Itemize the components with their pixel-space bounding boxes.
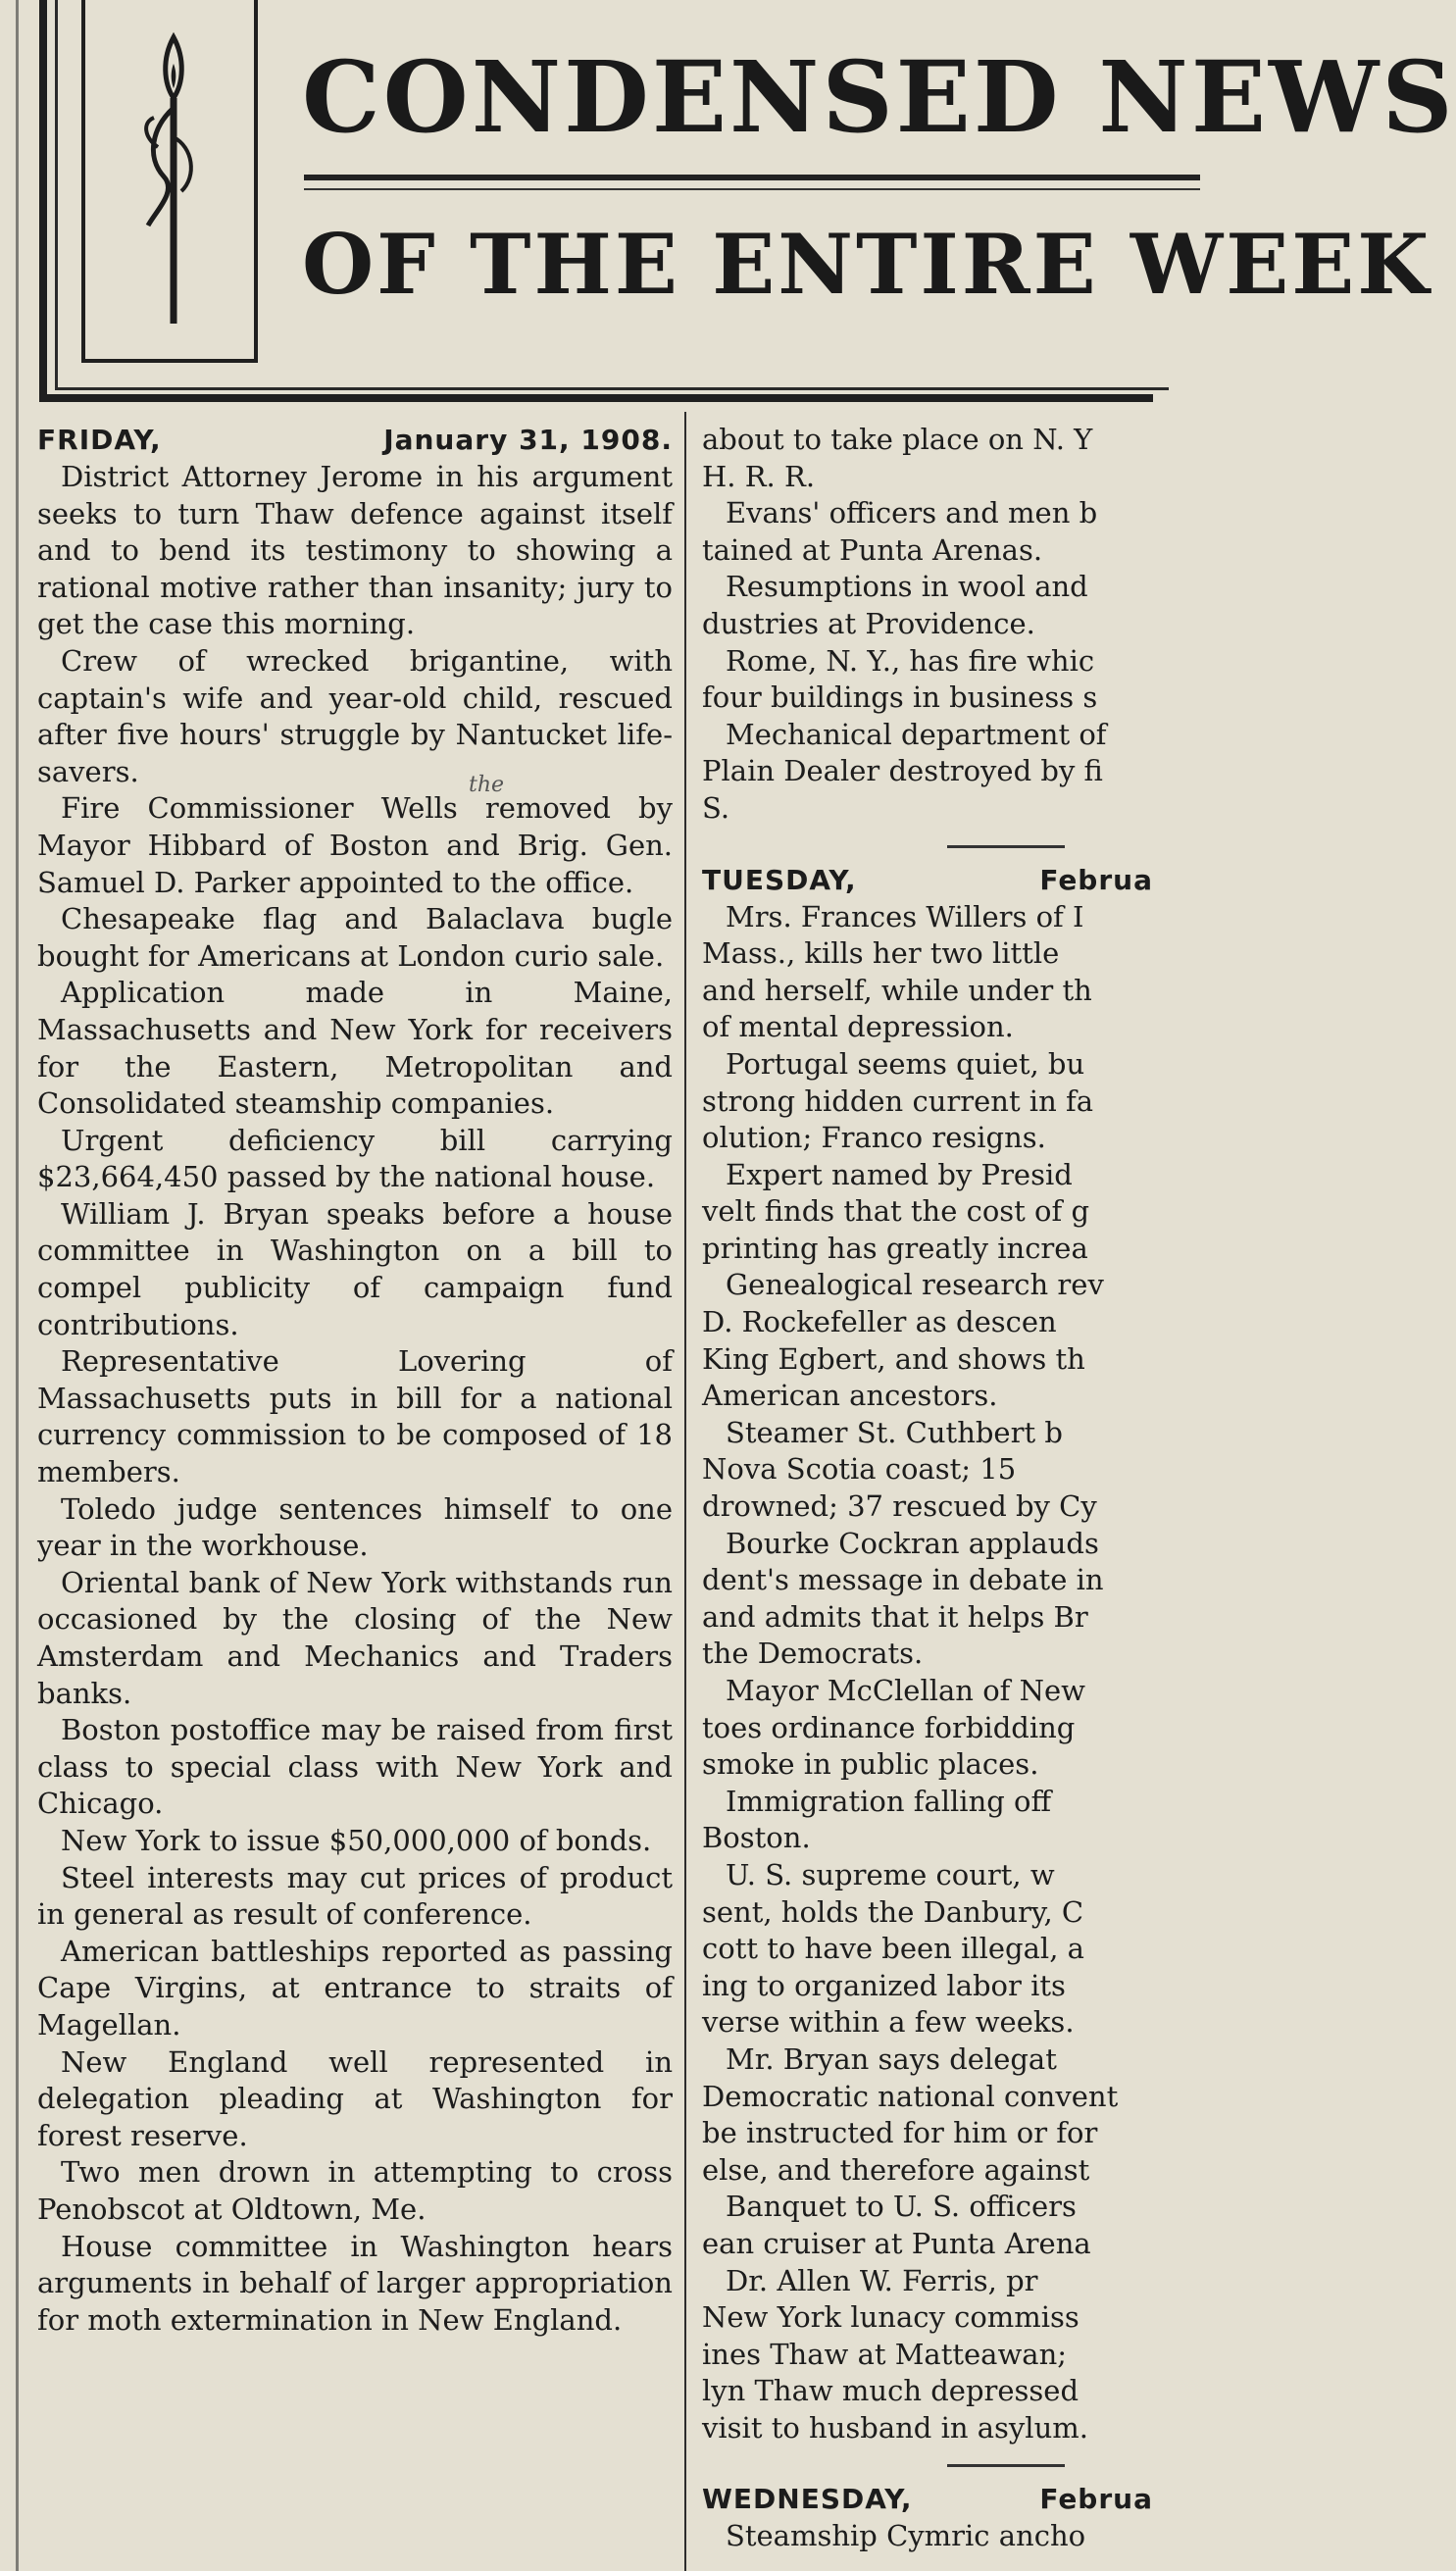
day-label: WEDNESDAY, [702,2483,913,2516]
text-line: Dr. Allen W. Ferris, pr [726,2263,1038,2297]
text-line: Mr. Bryan says delegat [726,2042,1057,2076]
text-line: U. S. supreme court, w [726,1857,1055,1891]
date-label: Februa [1039,2483,1153,2516]
news-item: Boston postoffice may be raised from first class to special class with New York and Chicago. [37,1713,673,1821]
news-item: William J. Bryan speaks before a house committee in Washington on a bill to compel publicity of campaign fund contributions. [37,1196,673,1341]
text-line: Expert named by Presid [726,1157,1073,1191]
text-line: American ancestors. [702,1379,998,1413]
news-item: Representative Lovering of Massachusetts puts in bill for a national currency commission to be composed of 18 members. [37,1344,673,1489]
day-label: FRIDAY, [37,424,162,456]
date-label: Februa [1039,863,1153,896]
text-line: S. [702,790,730,825]
text-line: drowned; 37 rescued by Cy [702,1489,1097,1524]
text-line: King Egbert, and shows th [702,1341,1085,1376]
news-item: Application made in Maine, Massachusetts and New York for receivers for the Eastern, Metropolitan and Consolidated steamship companies. [37,976,673,1121]
text-line: Boston. [702,1821,811,1855]
headline-rule-thin [304,188,1200,190]
monday-continued-block [702,422,1153,828]
news-item: Two men drown in attempting to cross Penobscot at Oldtown, Me. [37,2155,673,2226]
headline-line-1: CONDENSED NEWS [302,39,1456,155]
news-item: New York to issue $50,000,000 of bonds. [61,1823,652,1857]
text-line: else, and therefore against [702,2152,1090,2187]
text-line: Evans' officers and men b [726,496,1098,530]
text-line: Genealogical research rev [726,1268,1104,1302]
left-margin-rule [16,0,19,2571]
torch-emblem-icon [134,29,213,333]
text-line: ean cruiser at Punta Arena [702,2226,1091,2260]
text-line: smoke in public places. [702,1747,1039,1782]
text-line: strong hidden current in fa [702,1084,1094,1118]
text-line: Bourke Cockran applauds [726,1526,1099,1560]
date-label: January 31, 1908. [383,424,673,456]
text-line: Mrs. Frances Willers of I [726,899,1084,933]
text-line: Mechanical department of [726,717,1107,751]
text-line: of mental depression. [702,1010,1014,1044]
news-item: District Attorney Jerome in his argument seeks to turn Thaw defence against itself and to bend its testimony to showing a rational motive rather than insanity; jury to get the case this morning. [37,460,673,641]
text-line: Steamship Cymric ancho [726,2519,1086,2553]
text-line: ines Thaw at Matteawan; [702,2337,1068,2371]
news-item: House committee in Washington hears arguments in behalf of larger appropriation for moth extermination in New England. [37,2229,673,2337]
tuesday-dateline [702,862,1153,899]
text-line: D. Rockefeller as descen [702,1305,1057,1339]
text-line: New York lunacy commiss [702,2300,1079,2335]
column-divider [684,412,686,2571]
text-line: Immigration falling off [726,1784,1052,1818]
right-column [702,422,1153,2571]
text-line: Rome, N. Y., has fire whic [726,643,1095,678]
day-label: TUESDAY, [702,863,857,896]
text-line: sent, holds the Danbury, C [702,1894,1084,1929]
text-line: Plain Dealer destroyed by fi [702,754,1103,788]
headline-rule-thick [304,175,1200,180]
text-line: Banquet to U. S. officers [726,2190,1077,2224]
news-item: Fire Commissioner Wells removed by Mayor Hibbard of Boston and Brig. Gen. Samuel D. Parker appointed to the office. [37,791,673,899]
text-line: and admits that it helps Br [702,1599,1088,1634]
text-line: cott to have been illegal, a [702,1932,1084,1966]
text-line: Portugal seems quiet, bu [726,1046,1085,1081]
text-line: Steamer St. Cuthbert b [726,1415,1063,1449]
news-item: New England well represented in delegation pleading at Washington for forest reserve. [37,2044,673,2152]
text-line: H. R. R. [702,459,816,493]
news-item: Steel interests may cut prices of product in general as result of conference. [37,1860,673,1932]
text-line: printing has greatly increa [702,1231,1088,1265]
text-line: Mass., kills her two little [702,936,1060,971]
text-line: lyn Thaw much depressed [702,2374,1079,2408]
text-line: dustries at Providence. [702,606,1035,640]
wednesday-dateline [702,2481,1153,2518]
friday-dateline [37,422,673,459]
text-line: Mayor McClellan of New [726,1674,1085,1707]
emblem-box [81,0,258,363]
text-line: about to take place on N. Y [702,423,1093,456]
masthead [39,0,1456,402]
text-line: verse within a few weeks. [702,2005,1075,2040]
text-line: be instructed for him or for [702,2116,1098,2150]
text-line: Democratic national convent [702,2079,1119,2113]
text-line: four buildings in business s [702,681,1098,715]
news-item: Crew of wrecked brigantine, with captain's wife and year-old child, rescued after five hours' struggle by Nantucket life-savers. [37,643,673,788]
section-separator [947,2464,1065,2467]
text-line: ing to organized labor its [702,1968,1066,2002]
section-separator [947,845,1065,848]
news-item: Urgent deficiency bill carrying $23,664,450 passed by the national house. [37,1123,673,1194]
text-line: olution; Franco resigns. [702,1121,1046,1155]
tuesday-block [702,899,1153,2447]
news-item: Toledo judge sentences himself to one year in the workhouse. [37,1491,673,1563]
text-line: visit to husband in asylum. [702,2410,1088,2445]
left-column [37,422,673,2571]
ink-smudge-text: the [469,773,505,797]
text-line: Nova Scotia coast; 15 [702,1452,1017,1487]
text-line: and herself, while under th [702,973,1092,1007]
wednesday-block [702,2518,1153,2555]
headline-line-2: OF THE ENTIRE WEEK [302,216,1432,313]
news-item: Chesapeake flag and Balaclava bugle bought for Americans at London curio sale. [37,902,673,973]
text-line: toes ordinance forbidding [702,1710,1076,1744]
text-line: the Democrats. [702,1637,924,1671]
text-line: tained at Punta Arenas. [702,532,1043,567]
news-item: American battleships reported as passing Cape Virgins, at entrance to straits of Magellan. [37,1934,673,2042]
news-item: Oriental bank of New York withstands run occasioned by the closing of the New Amsterdam and Mechanics and Traders banks. [37,1565,673,1710]
text-line: velt finds that the cost of g [702,1194,1090,1229]
text-line: dent's message in debate in [702,1563,1104,1597]
text-line: Resumptions in wool and [726,570,1088,604]
